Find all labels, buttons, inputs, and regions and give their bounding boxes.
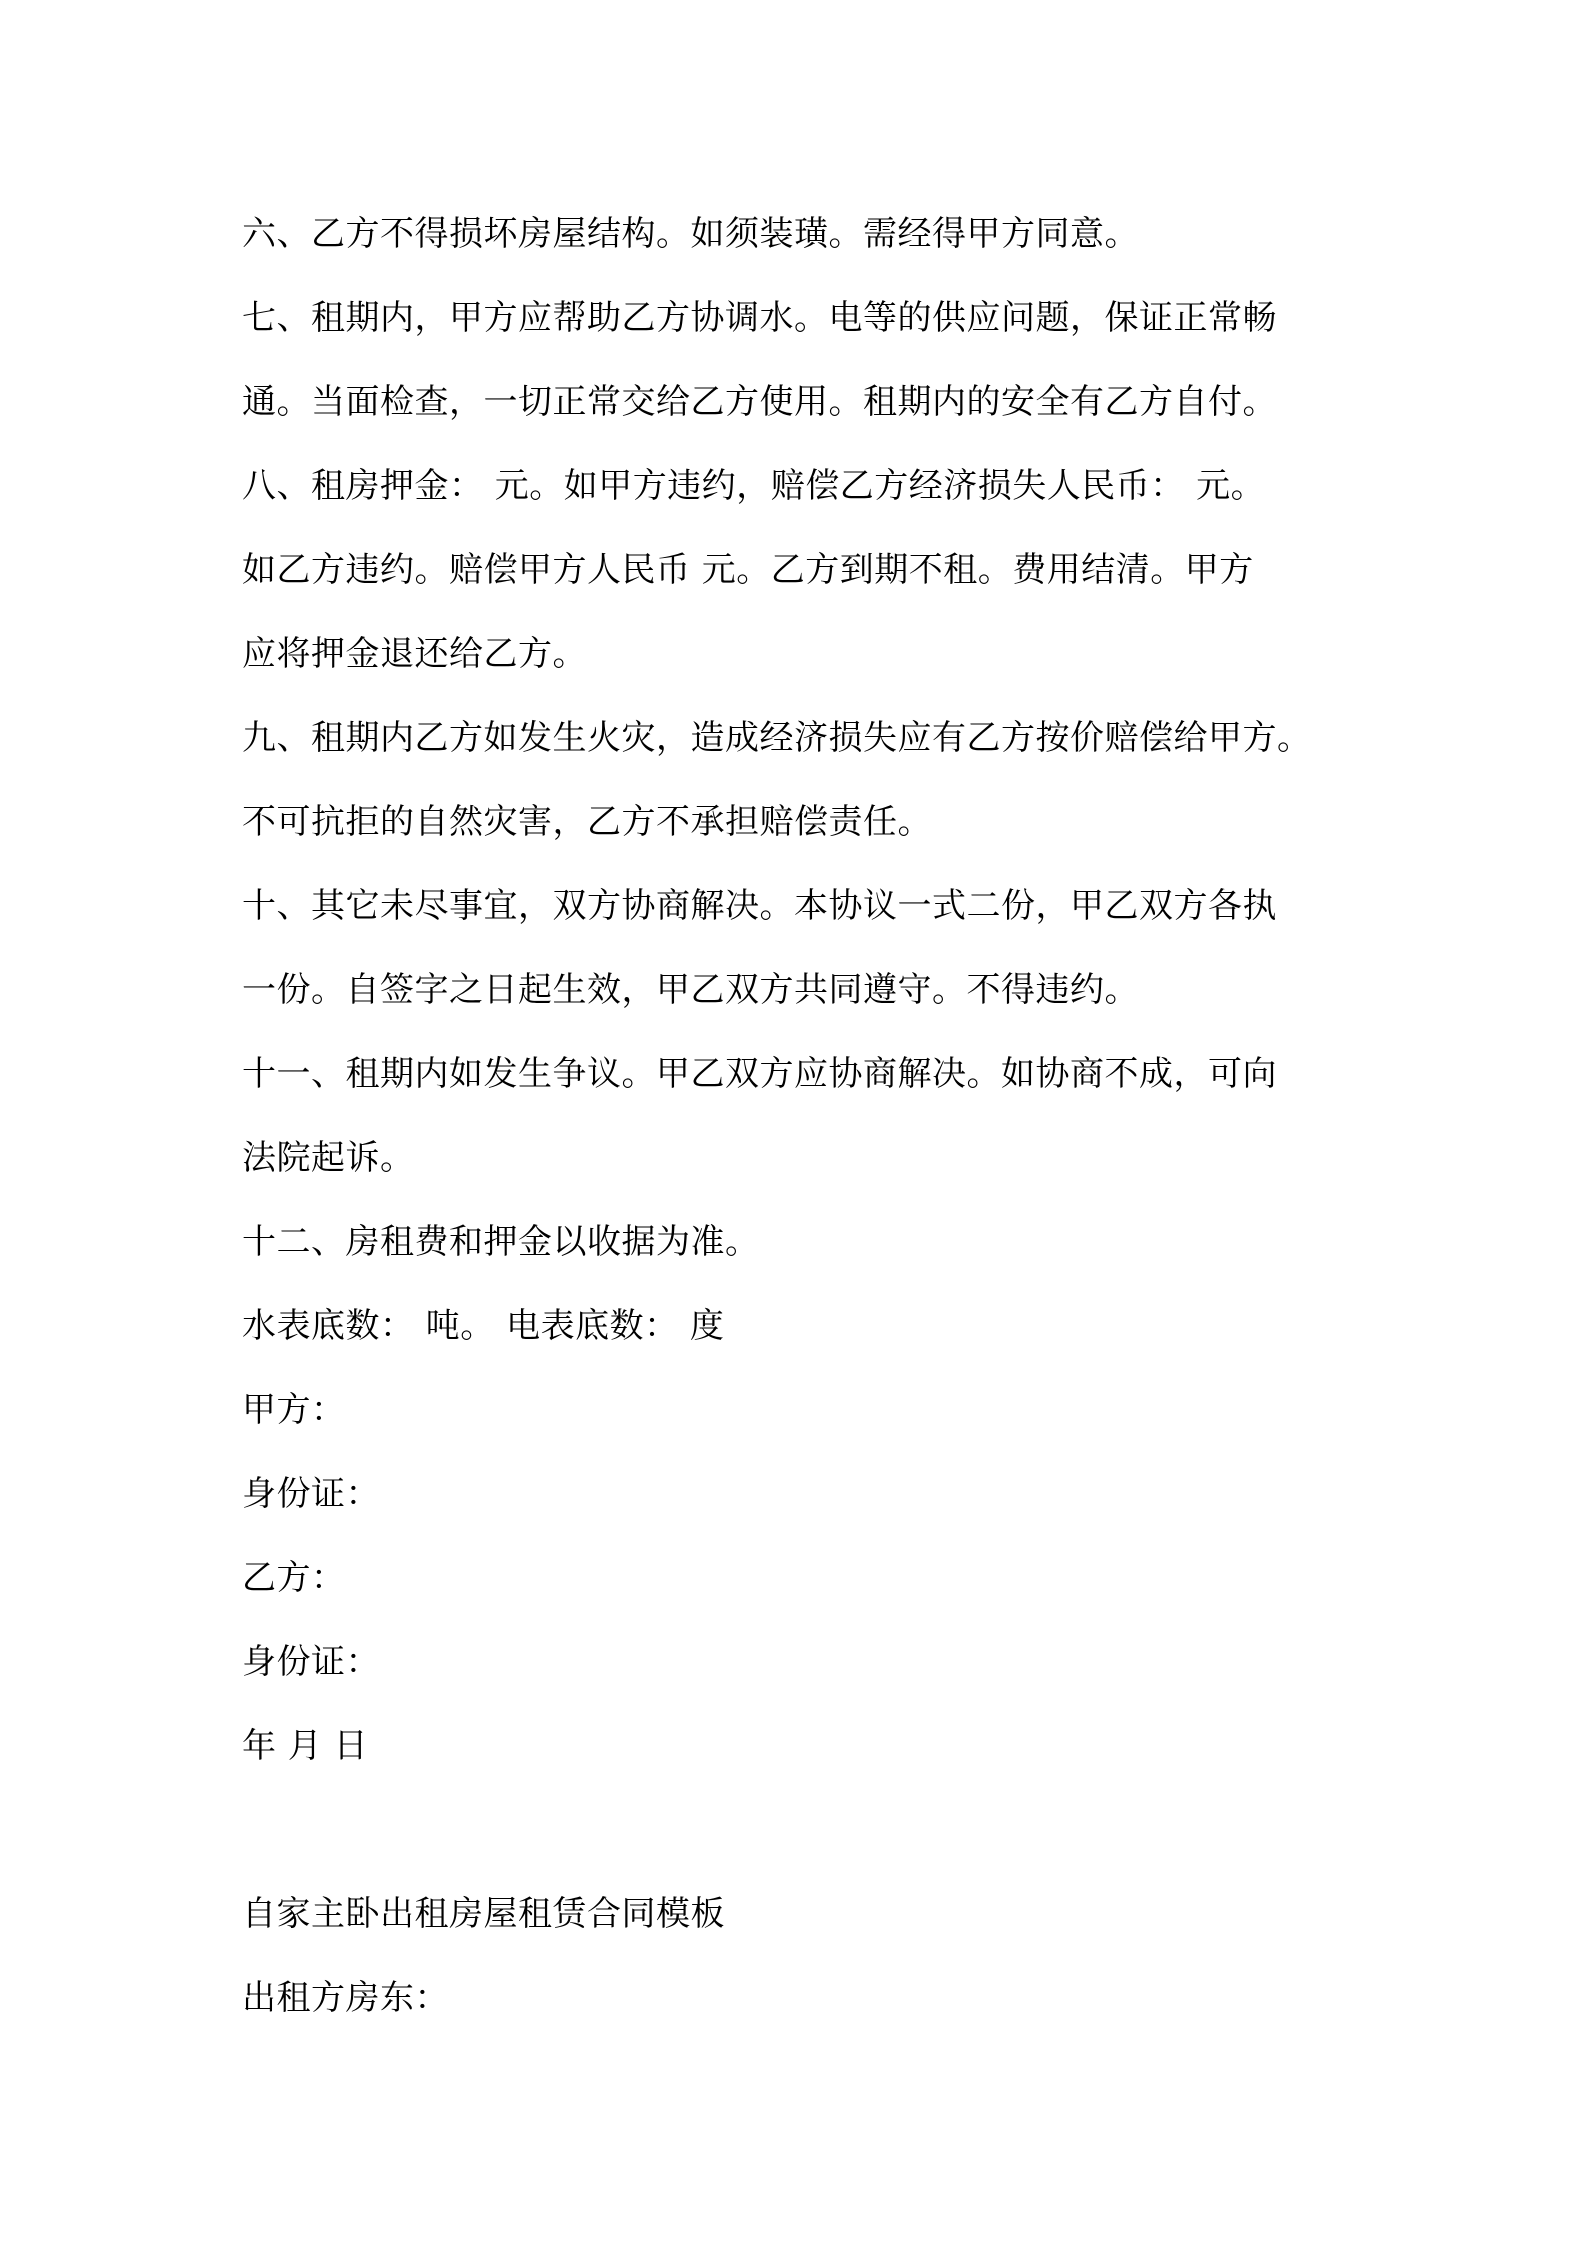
party-b-id-label: 身份证： bbox=[242, 1642, 380, 1682]
clause-6: 六、乙方不得损坏房屋结构。如须装璜。需经得甲方同意。 bbox=[242, 214, 1139, 254]
clause-7-line-1: 七、租期内，甲方应帮助乙方协调水。电等的供应问题，保证正常畅 bbox=[242, 298, 1277, 338]
date-line: 年 月 日 bbox=[242, 1726, 369, 1766]
clause-10-line-1: 十、其它未尽事宜，双方协商解决。本协议一式二份，甲乙双方各执 bbox=[242, 886, 1277, 926]
clause-8-line-1: 八、租房押金： 元。如甲方违约，赔偿乙方经济损失人民币： 元。 bbox=[242, 466, 1266, 506]
clause-8-line-2: 如乙方违约。赔偿甲方人民币 元。乙方到期不租。费用结清。甲方 bbox=[242, 550, 1254, 590]
clause-11-line-2: 法院起诉。 bbox=[242, 1138, 415, 1178]
clause-11-line-1: 十一、租期内如发生争议。甲乙双方应协商解决。如协商不成，可向 bbox=[242, 1054, 1277, 1094]
clause-7-line-2: 通。当面检查，一切正常交给乙方使用。租期内的安全有乙方自付。 bbox=[242, 382, 1277, 422]
document-body bbox=[242, 192, 1360, 2040]
party-a-label: 甲方： bbox=[242, 1390, 346, 1430]
meter-readings: 水表底数： 吨。 电表底数： 度 bbox=[242, 1306, 725, 1346]
clause-12: 十二、房租费和押金以收据为准。 bbox=[242, 1222, 760, 1262]
party-b-label: 乙方： bbox=[242, 1558, 346, 1598]
clause-8-line-3: 应将押金退还给乙方。 bbox=[242, 634, 587, 674]
clause-9-line-2: 不可抗拒的自然灾害，乙方不承担赔偿责任。 bbox=[242, 802, 932, 842]
party-a-id-label: 身份证： bbox=[242, 1474, 380, 1514]
clause-9-line-1: 九、租期内乙方如发生火灾，造成经济损失应有乙方按价赔偿给甲方。 bbox=[242, 718, 1312, 758]
next-document-title: 自家主卧出租房屋租赁合同模板 bbox=[242, 1894, 725, 1934]
clause-10-line-2: 一份。自签字之日起生效，甲乙双方共同遵守。不得违约。 bbox=[242, 970, 1139, 1010]
section-gap bbox=[242, 1788, 1360, 1872]
landlord-label: 出租方房东： bbox=[242, 1978, 449, 2018]
